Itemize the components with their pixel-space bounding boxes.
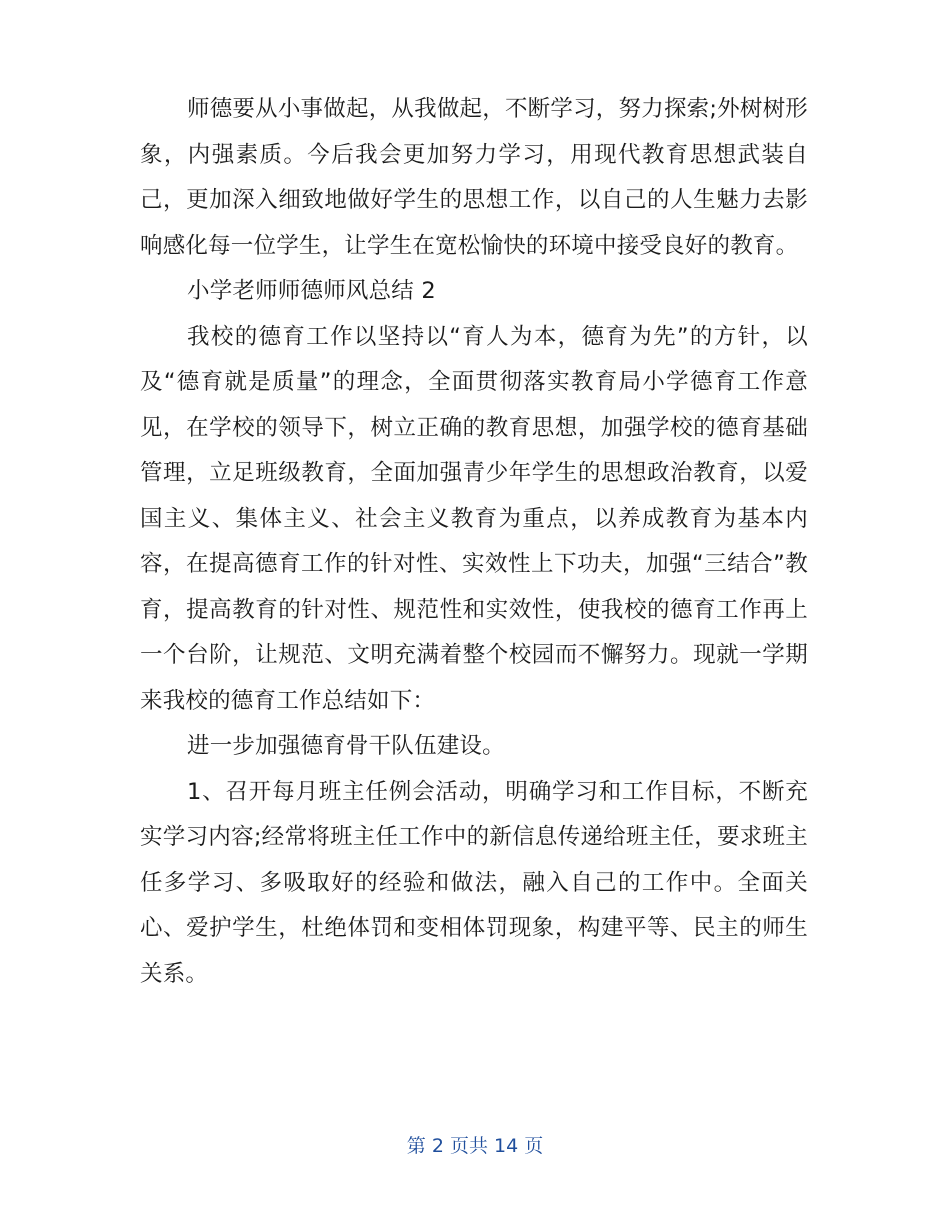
page-number-footer: 第 2 页共 14 页: [406, 1135, 544, 1157]
paragraph-teacher-ethics-conclusion: 师德要从小事做起，从我做起，不断学习，努力探索;外树树形象，内强素质。今后我会更加努力学习，用现代教育思想武装自己，更加深入细致地做好学生的思想工作，以自己的人生魅力去影响感化每一位学生，让学生在宽松愉快的环境中接受良好的教育。: [140, 96, 808, 259]
paragraph-team-building: 进一步加强德育骨干队伍建设。: [187, 733, 505, 759]
document-body: [140, 87, 808, 997]
paragraph-moral-education-overview: 我校的德育工作以坚持以“育人为本，德育为先”的方针，以及“德育就是质量”的理念，全面贯彻落实教育局小学德育工作意见，在学校的领导下，树立正确的教育思想，加强学校的德育基础管理，立足班级教育，全面加强青少年学生的思想政治教育，以爱国主义、集体主义、社会主义教育为重点，以养成教育为基本内容，在提高德育工作的针对性、实效性上下功夫，加强“三结合”教育，提高教育的针对性、规范性和实效性，使我校的德育工作再上一个台阶，让规范、文明充满着整个校园而不懈努力。现就一学期来我校的德育工作总结如下：: [140, 323, 808, 714]
paragraph-item-1: 1、召开每月班主任例会活动，明确学习和工作目标，不断充实学习内容;经常将班主任工作中的新信息传递给班主任，要求班主任多学习、多吸取好的经验和做法，融入自己的工作中。全面关心、爱护学生，杜绝体罚和变相体罚现象，构建平等、民主的师生关系。: [140, 778, 808, 987]
section-heading: 小学老师师德师风总结 2: [187, 278, 436, 304]
